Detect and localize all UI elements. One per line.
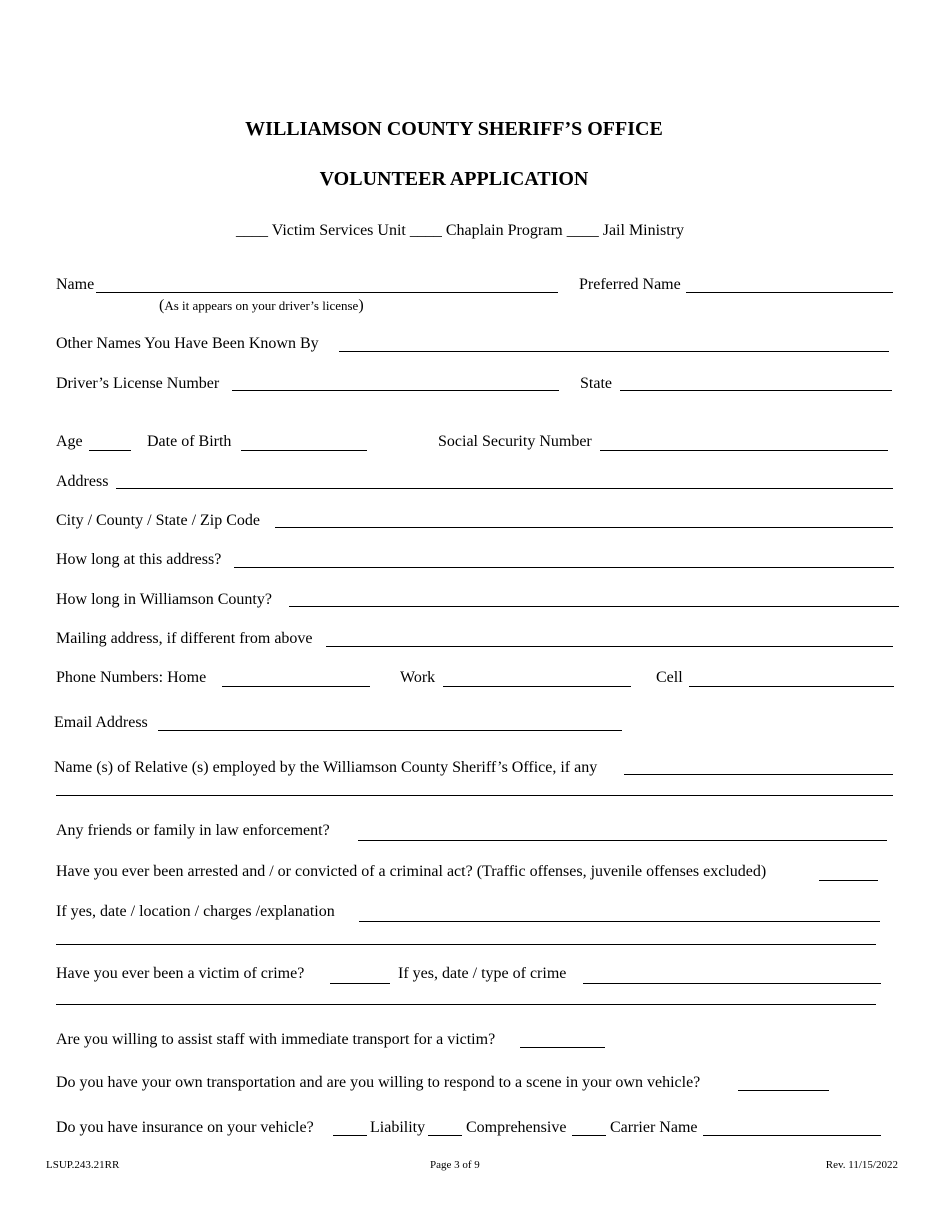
age-label: Age [56,433,83,450]
address-label: Address [56,473,109,490]
charges-field[interactable] [359,921,880,922]
phone-work-field[interactable] [443,686,631,687]
chaplain-label: Chaplain Program [445,222,563,239]
other-names-label: Other Names You Have Been Known By [56,335,319,352]
carrier-label: Carrier Name [610,1119,698,1136]
city-field[interactable] [275,527,893,528]
name-field[interactable] [96,292,558,293]
how-long-county-label: How long in Williamson County? [56,591,272,608]
form-code: LSUP.243.21RR [46,1159,120,1171]
insurance-field[interactable] [333,1135,367,1136]
phone-cell-label: Cell [656,669,683,686]
transport-field[interactable] [520,1047,605,1048]
name-note-text: As it appears on your driver’s license [164,298,359,313]
email-label: Email Address [54,714,148,731]
preferred-name-field[interactable] [686,292,893,293]
office-title: WILLIAMSON COUNTY SHERIFF’S OFFICE [245,118,663,140]
jail-ministry-blank[interactable]: ____ [566,222,599,239]
relatives-label: Name (s) of Relative (s) employed by the Williamson County Sheriff’s Office, if any [54,759,598,776]
chaplain-blank[interactable]: ____ [409,222,442,239]
jail-ministry-label: Jail Ministry [602,222,685,239]
transport-label: Are you willing to assist staff with immediate transport for a victim? [56,1031,496,1048]
phone-home-label: Phone Numbers: Home [56,669,207,686]
victim-type-field[interactable] [583,983,881,984]
victim-services-label: Victim Services Unit [271,222,406,239]
charges-label: If yes, date / location / charges /explanation [56,903,335,920]
how-long-address-label: How long at this address? [56,551,222,568]
friends-law-label: Any friends or family in law enforcement? [56,822,330,839]
friends-law-field[interactable] [358,840,887,841]
comprehensive-label: Comprehensive [466,1119,567,1136]
arrested-label: Have you ever been arrested and / or convicted of a criminal act? (Traffic offenses, juvenile offenses excluded) [56,863,767,880]
other-names-field[interactable] [339,351,889,352]
dob-field[interactable] [241,450,367,451]
drivers-license-field[interactable] [232,390,559,391]
state-field[interactable] [620,390,892,391]
victim-type-label: If yes, date / type of crime [398,965,567,982]
own-vehicle-field[interactable] [738,1090,829,1091]
liability-label: Liability [370,1119,426,1136]
page-number: Page 3 of 9 [430,1159,480,1171]
name-note [159,297,364,315]
phone-work-label: Work [400,669,436,686]
victim-services-blank[interactable]: ____ [236,222,268,239]
how-long-address-field[interactable] [234,567,894,568]
liability-field[interactable] [428,1135,462,1136]
phone-home-field[interactable] [222,686,370,687]
state-label: State [580,375,612,392]
arrested-field[interactable] [819,880,878,881]
how-long-county-field[interactable] [289,606,899,607]
revision-date: Rev. 11/15/2022 [825,1159,898,1171]
mailing-address-field[interactable] [326,646,893,647]
name-note-close: ) [358,297,364,314]
victim-type-field-line-2[interactable] [56,1004,876,1005]
preferred-name-label: Preferred Name [579,276,681,293]
email-field[interactable] [158,730,622,731]
charges-field-line-2[interactable] [56,944,876,945]
city-label: City / County / State / Zip Code [56,512,260,529]
name-note-open: ( [159,297,165,314]
ssn-field[interactable] [600,450,888,451]
victim-field[interactable] [330,983,390,984]
own-vehicle-label: Do you have your own transportation and are you willing to respond to a scene in your own vehicle? [56,1074,701,1091]
relatives-field[interactable] [624,774,893,775]
address-field[interactable] [116,488,893,489]
program-selection [236,222,684,240]
insurance-label: Do you have insurance on your vehicle? [56,1119,314,1136]
drivers-license-label: Driver’s License Number [56,375,220,392]
form-title: VOLUNTEER APPLICATION [319,168,589,190]
carrier-field[interactable] [703,1135,881,1136]
phone-cell-field[interactable] [689,686,894,687]
mailing-address-label: Mailing address, if different from above [56,630,313,647]
ssn-label: Social Security Number [438,433,592,450]
comprehensive-field[interactable] [572,1135,606,1136]
name-label: Name [56,276,95,293]
dob-label: Date of Birth [147,433,232,450]
relatives-field-line-2[interactable] [56,795,893,796]
age-field[interactable] [89,450,131,451]
victim-label: Have you ever been a victim of crime? [56,965,305,982]
